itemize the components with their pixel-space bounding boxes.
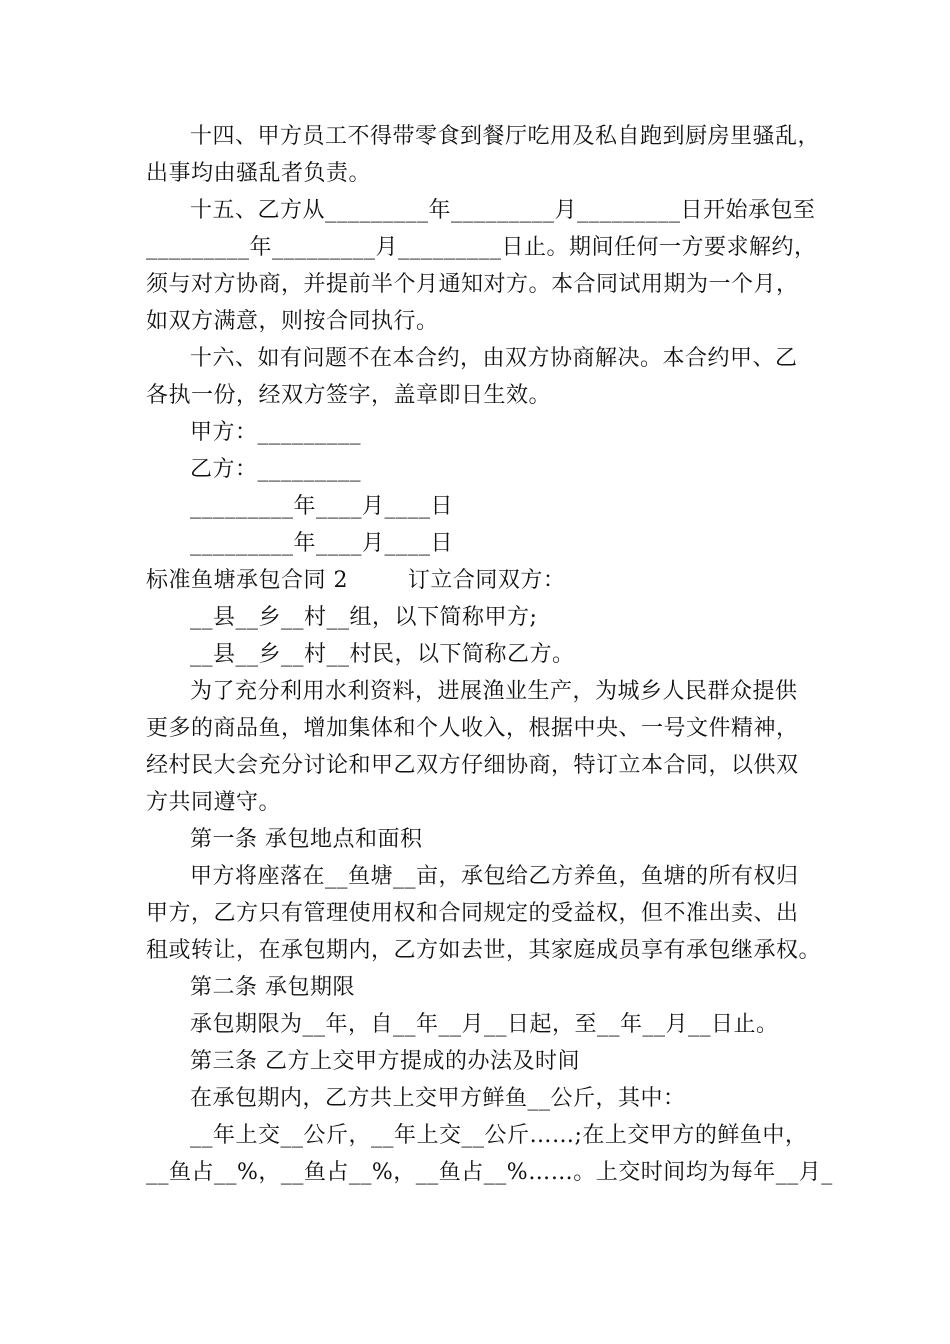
- article-3-line-2: __年上交__公斤，__年上交__公斤……;在上交甲方的鲜鱼中，: [190, 1123, 808, 1148]
- clause-16-line-2: 各执一份，经双方签字，盖章即日生效。: [146, 383, 552, 408]
- contract-2-heading: 标准鱼塘承包合同 2 订立合同双方：: [146, 568, 566, 593]
- article-2-heading: 第二条 承包期限: [190, 975, 355, 1000]
- clause-15-line-4: 如双方满意，则按合同执行。: [146, 309, 439, 334]
- article-1-heading: 第一条 承包地点和面积: [190, 827, 423, 852]
- article-3-line-3: __鱼占__%，__鱼占__%，__鱼占__%……。上交时间均为每年__月_: [146, 1160, 833, 1185]
- preamble-line-3: 经村民大会充分讨论和甲乙双方仔细协商，特订立本合同，以供双: [146, 753, 799, 778]
- article-1-line-2: 甲方，乙方只有管理使用权和合同规定的受益权，但不准出卖、出: [146, 901, 799, 926]
- date-line-2: _________年____月____日: [190, 531, 454, 556]
- party-b-line: __县__乡__村__村民，以下简称乙方。: [190, 642, 575, 667]
- party-a-line: __县__乡__村__组，以下简称甲方;: [190, 605, 538, 630]
- clause-15-line-3: 须与对方协商，并提前半个月通知对方。本合同试用期为一个月，: [146, 272, 799, 297]
- clause-15-line-1: 十五、乙方从_________年_________月_________日开始承包至: [190, 198, 816, 223]
- date-line-1: _________年____月____日: [190, 494, 454, 519]
- preamble-line-1: 为了充分利用水利资料，进展渔业生产，为城乡人民群众提供: [190, 679, 798, 704]
- article-1-line-3: 租或转让，在承包期内，乙方如去世，其家庭成员享有承包继承权。: [146, 938, 822, 963]
- party-b-signature-line: 乙方：_________: [190, 457, 362, 482]
- preamble-line-4: 方共同遵守。: [146, 790, 282, 815]
- article-1-line-1: 甲方将座落在__鱼塘__亩，承包给乙方养鱼，鱼塘的所有权归: [190, 864, 799, 889]
- preamble-line-2: 更多的商品鱼，增加集体和个人收入，根据中央、一号文件精神，: [146, 716, 799, 741]
- clause-14-line-2: 出事均由骚乱者负责。: [146, 161, 372, 186]
- clause-15-line-2: _________年_________月_________日止。期间任何一方要求解约，: [146, 235, 817, 260]
- article-3-line-1: 在承包期内，乙方共上交甲方鲜鱼__公斤，其中：: [190, 1086, 686, 1111]
- article-2-line-1: 承包期限为__年，自__年__月__日起，至__年__月__日止。: [190, 1012, 779, 1037]
- article-3-heading: 第三条 乙方上交甲方提成的办法及时间: [190, 1049, 580, 1074]
- clause-16-line-1: 十六、如有问题不在本合约，由双方协商解决。本合约甲、乙: [190, 346, 798, 371]
- clause-14-line-1: 十四、甲方员工不得带零食到餐厅吃用及私自跑到厨房里骚乱，: [190, 124, 821, 149]
- party-a-signature-line: 甲方：_________: [190, 420, 362, 445]
